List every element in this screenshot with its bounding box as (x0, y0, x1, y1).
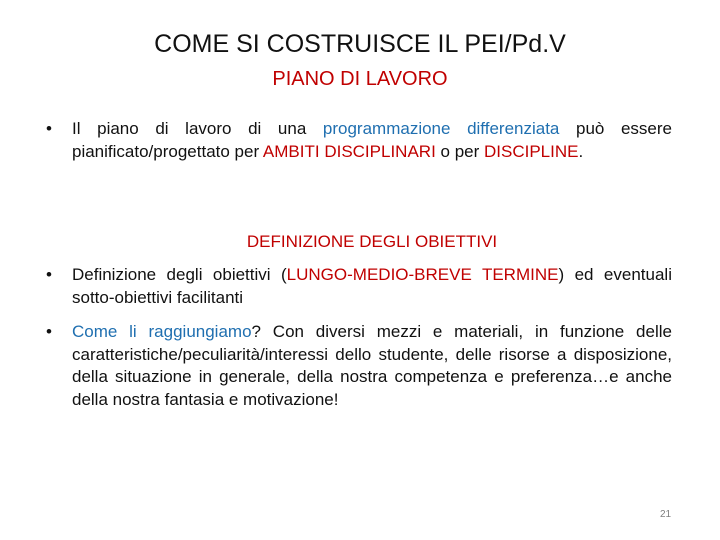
bullet-piano-di-lavoro (72, 118, 672, 163)
bullet2-text-1: Definizione degli obiettivi ( (72, 265, 287, 284)
bullet1-text-3: o per (435, 141, 484, 161)
bullet1-text-1: Il piano di lavoro di una (72, 119, 323, 138)
bullet1-text-2: può essere pianificato/progettato per (72, 119, 673, 161)
bullet-definizione-obiettivi (72, 264, 672, 309)
slide-subtitle: PIANO DI LAVORO (272, 68, 448, 90)
page-number: 21 (660, 509, 672, 520)
bullet3-highlight-come: Come li raggiungiamo (72, 322, 252, 341)
section-heading: DEFINIZIONE DEGLI OBIETTIVI (246, 232, 498, 251)
bullet2-highlight-termine: LUNGO-MEDIO-BREVE TERMINE (286, 265, 559, 284)
bullet1-highlight-ambiti: AMBITI DISCIPLINARI (262, 141, 436, 161)
bullet-come-raggiungiamo (72, 321, 672, 411)
bullet1-highlight-discipline: DISCIPLINE (484, 141, 579, 161)
bullet3-text-1: ? Con diversi mezzi e materiali, in funzione delle caratteristiche/peculiarità/interessi dello studente, delle risorse a disposizione, della situazione in generale, della nostra competenza e preferenza…e anche della nostra fantasia e motivazione! (72, 322, 672, 409)
bullet1-text-4: . (578, 141, 584, 161)
bullet1-highlight-programmazione: programmazione differenziata (322, 119, 560, 138)
slide-title: COME SI COSTRUISCE IL PEI/Pd.V (154, 30, 566, 58)
bullet2-text-2: ) ed eventuali sotto-obiettivi facilitanti (72, 265, 672, 307)
